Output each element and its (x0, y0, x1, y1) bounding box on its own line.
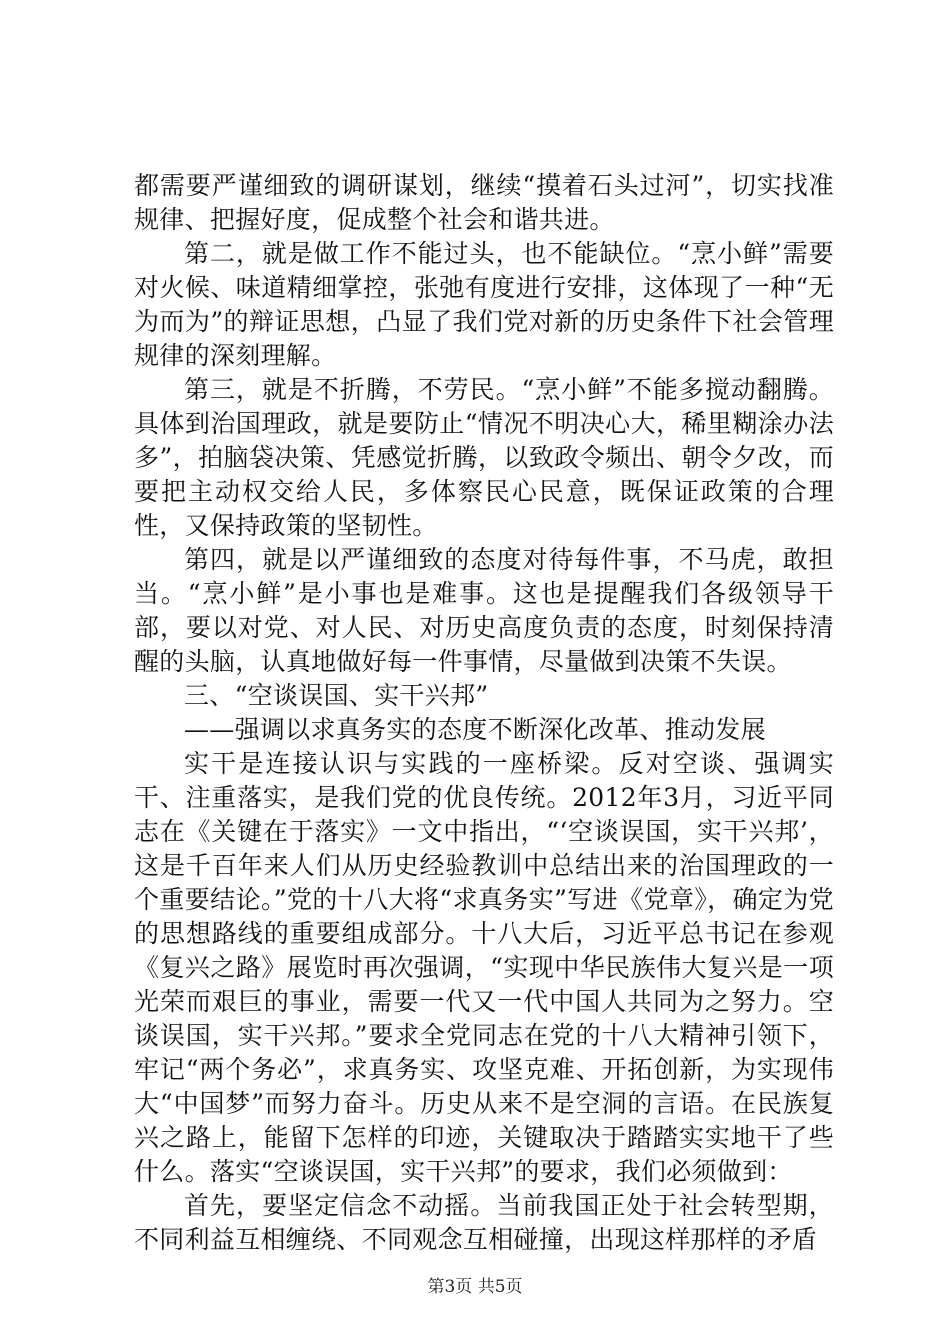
section-subheading: ——强调以求真务实的态度不断深化改革、推动发展 (184, 715, 766, 744)
paragraph-point-three: 第三，就是不折腾，不劳民。“烹小鲜”不能多搅动翻腾。具体到治国理政，就是要防止“情况不明决心大，稀里糊涂办法多”，拍脑袋决策、凭感觉折腾，以致政令频出、朝令夕改，而要把主动权交给人民，多体察民心民意，既保证政策的合理性，又保持政策的坚韧性。 (134, 375, 834, 540)
document-body (134, 169, 834, 1257)
page-footer: 第3页 共5页 (427, 1277, 523, 1297)
section-heading: 三、“空谈误国、实干兴邦” (184, 681, 489, 710)
paragraph-section-intro: 实干是连接认识与实践的一座桥梁。反对空谈、强调实干、注重落实，是我们党的优良传统。2012年3月，习近平同志在《关键在于落实》一文中指出，“‘空谈误国，实干兴邦’，这是千百年来人们从历史经验教训中总结出来的治国理政的一个重要结论。”党的十八大将“求真务实”写进《党章》，确定为党的思想路线的重要组成部分。十八大后，习近平总书记在参观《复兴之路》展览时再次强调，“实现中华民族伟大复兴是一项光荣而艰巨的事业，需要一代又一代中国人共同为之努力。空谈误国，实干兴邦。”要求全党同志在党的十八大精神引领下，牢记“两个务必”，求真务实、攻坚克难、开拓创新，为实现伟大“中国梦”而努力奋斗。历史从来不是空洞的言语。在民族复兴之路上，能留下怎样的印迹，关键取决于踏踏实实地干了些什么。落实“空谈误国，实干兴邦”的要求，我们必须做到： (134, 749, 834, 1186)
paragraph-point-two: 第二，就是做工作不能过头，也不能缺位。“烹小鲜”需要对火候、味道精细掌控，张弛有度进行安排，这体现了一种“无为而为”的辩证思想，凸显了我们党对新的历史条件下社会管理规律的深刻理解。 (134, 239, 834, 370)
paragraph-continuation: 都需要严谨细致的调研谋划，继续“摸着石头过河”，切实找准规律、把握好度，促成整个社会和谐共进。 (134, 171, 834, 234)
paragraph-point-four: 第四，就是以严谨细致的态度对待每件事，不马虎，敢担当。“烹小鲜”是小事也是难事。这也是提醒我们各级领导干部，要以对党、对人民、对历史高度负责的态度，时刻保持清醒的头脑，认真地做好每一件事情，尽量做到决策不失误。 (134, 545, 834, 676)
paragraph-first-point: 首先，要坚定信念不动摇。当前我国正处于社会转型期，不同利益互相缠绕、不同观念互相碰撞，出现这样那样的矛盾 (134, 1191, 834, 1254)
